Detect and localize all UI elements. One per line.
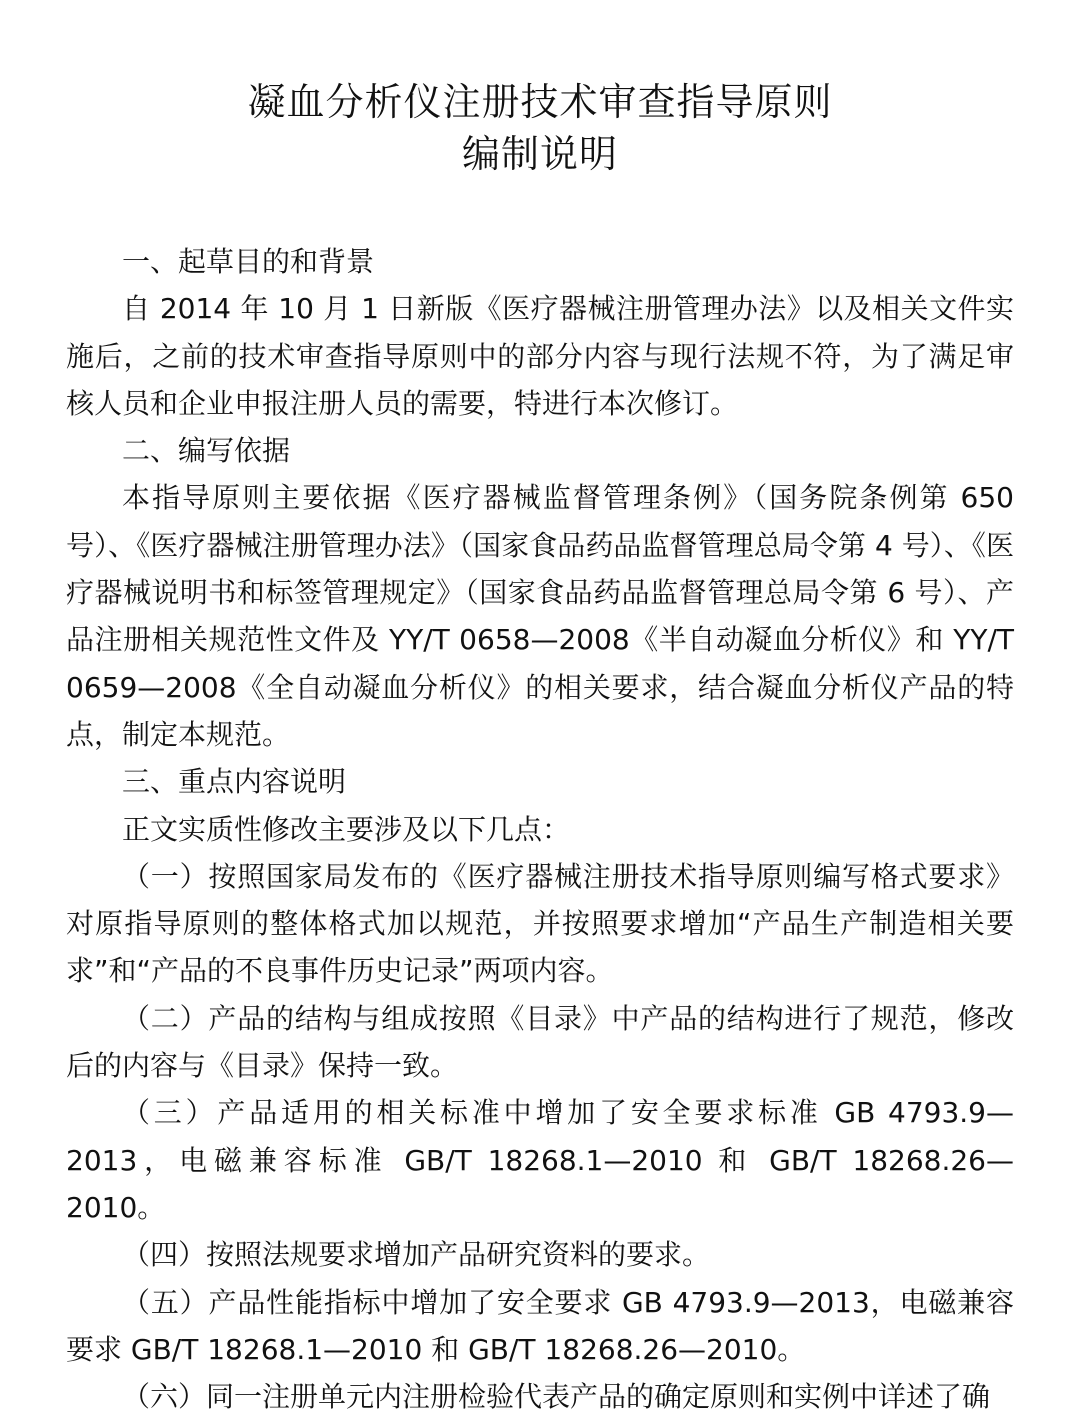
section-1-paragraph-1: 自 2014 年 10 月 1 日新版《医疗器械注册管理办法》以及相关文件实施后，之前的技术审查指导原则中的部分内容与现行法规不符，为了满足审核人员和企业申报注册人员的需要，特进行本次修订。: [66, 292, 1014, 420]
document-body: [66, 238, 1014, 1420]
section-2-paragraph-1: 本指导原则主要依据《医疗器械监督管理条例》（国务院条例第 650 号）、《医疗器械注册管理办法》（国家食品药品监督管理总局令第 4 号）、《医疗器械说明书和标签管理规定》（国家食品药品监督管理总局令第 6 号）、产品注册相关规范性文件及 YY/T 0658—2008《半自动凝血分析仪》和 YY/T 0659—2008《全自动凝血分析仪》的相关要求，结合凝血分析仪产品的特点，制定本规范。: [66, 481, 1014, 751]
document-title: 凝血分析仪注册技术审查指导原则: [247, 80, 833, 124]
section-3-item-6: （六）同一注册单元内注册检验代表产品的确定原则和实例中详述了确: [122, 1380, 991, 1414]
title-block: [66, 76, 1014, 180]
section-heading-2: 二、编写依据: [122, 434, 291, 468]
section-3-item-1: （一）按照国家局发布的《医疗器械注册技术指导原则编写格式要求》对原指导原则的整体格式加以规范，并按照要求增加“产品生产制造相关要求”和“产品的不良事件历史记录”两项内容。: [66, 859, 1014, 988]
section-3-item-5: （五）产品性能指标中增加了安全要求 GB 4793.9—2013，电磁兼容要求 GB/T 18268.1—2010 和 GB/T 18268.26—2010。: [66, 1285, 1014, 1366]
section-3-intro: 正文实质性修改主要涉及以下几点：: [122, 812, 571, 846]
section-heading-1: 一、起草目的和背景: [122, 245, 375, 278]
section-3-item-2: （二）产品的结构与组成按照《目录》中产品的结构进行了规范，修改后的内容与《目录》保持一致。: [66, 1001, 1014, 1083]
section-heading-3: 三、重点内容说明: [122, 765, 347, 799]
document-subtitle: 编制说明: [461, 132, 618, 176]
section-3-item-3: （三）产品适用的相关标准中增加了安全要求标准 GB 4793.9—2013，电磁兼容标准 GB/T 18268.1—2010 和 GB/T 18268.26—2010。: [66, 1096, 1014, 1224]
section-3-item-4: （四）按照法规要求增加产品研究资料的要求。: [122, 1238, 711, 1272]
